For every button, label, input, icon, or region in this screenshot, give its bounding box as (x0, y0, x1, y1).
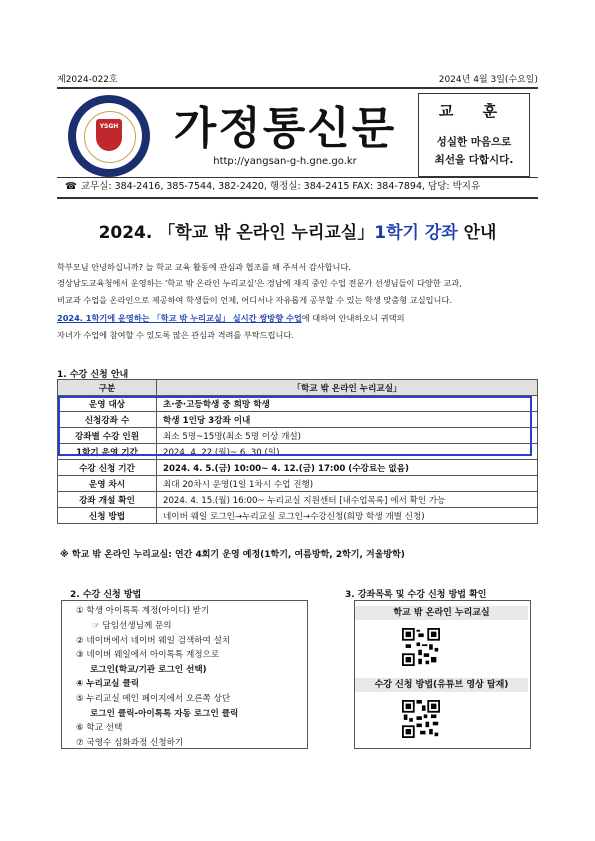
row-key: 강좌 개설 확인 (58, 492, 157, 508)
section3-title: 3. 강좌목록 및 수강 신청 방법 확인 (345, 590, 487, 600)
row-value: 2024. 4. 5.(금) 10:00~ 4. 12.(금) 17:00 (수강료는 없음) (157, 460, 538, 476)
intro-line-2: 경상남도교육청에서 운영하는 '학교 밖 온라인 누리교실'은 경남에 재직 중인 수업 전문가 선생님들이 다양한 교과, (57, 278, 462, 288)
intro-line-5: 자녀가 수업에 참여할 수 있도록 많은 관심과 격려를 부탁드립니다. (57, 330, 294, 340)
row-value: 네이버 웨일 로그인→누리교실 로그인→수강신청(희망 학생 개별 신청) (157, 508, 538, 524)
motto-line-1: 성실한 마음으로 (436, 136, 512, 148)
row-key: 1학기 운영 기간 (58, 444, 157, 460)
notice-title-highlight: 1학기 강좌 (374, 223, 458, 243)
highlight-frame (58, 396, 532, 456)
intro-line-3: 비교과 수업을 온라인으로 제공하여 학생들이 언제, 어디서나 자유롭게 공부할 수 있는 학생 맞춤형 교실입니다. (57, 295, 452, 305)
qr1-label: 학교 밖 온라인 누리교실 (355, 606, 528, 620)
notice-title-part1: 2024. 「학교 밖 온라인 누리교실」 (98, 223, 375, 243)
notice-title-part3: 안내 (457, 223, 497, 243)
table-row (58, 476, 538, 492)
table-row (58, 492, 538, 508)
list-item: ④ 누리교실 클릭 (76, 679, 140, 689)
section2-title: 2. 수강 신청 방법 (70, 590, 142, 600)
notice-title (57, 218, 538, 243)
intro-line-4-rest: 에 대하여 안내하오니 귀댁의 (301, 313, 405, 323)
list-item: 로그인(학교/기관 로그인 선택) (90, 665, 207, 675)
motto-line-2: 최선을 다합시다. (434, 154, 514, 166)
row-key: 수강 신청 기간 (58, 460, 157, 476)
school-url[interactable]: http://yangsan-g-h.gne.go.kr (213, 156, 357, 167)
document-number: 제2024-022호 (57, 75, 118, 85)
row-key: 운영 차시 (58, 476, 157, 492)
row-value: 학생 1인당 3강좌 이내 (157, 412, 538, 428)
school-logo (68, 95, 150, 177)
list-item: ⑤ 누리교실 메인 페이지에서 오른쪽 상단 (76, 694, 231, 704)
row-key: 강좌별 수강 인원 (58, 428, 157, 444)
section1-title: 1. 수강 신청 안내 (57, 370, 129, 380)
list-item: ② 네이버에서 네이버 웨일 검색하여 설치 (76, 636, 231, 646)
row-value: 2024. 4. 22.(월)~ 6. 30.(일) (157, 444, 538, 460)
list-item: ⑦ 국영수 심화과정 신청하기 (76, 738, 184, 748)
contact-bar (57, 177, 538, 196)
row-key: 운영 대상 (58, 396, 157, 412)
row-value: 2024. 4. 15.(월) 16:00~ 누리교실 지원센터 [내수업목록] 에서 확인 가능 (157, 492, 538, 508)
motto-title: 교 훈 (438, 102, 510, 120)
list-item: ③ 네이버 웨일에서 아이톡톡 계정으로 (76, 650, 220, 660)
qr2-label: 수강 신청 방법(유튜브 영상 탑재) (355, 678, 528, 692)
row-key: 신청강좌 수 (58, 412, 157, 428)
contact-text: 교무실: 384-2416, 385-7544, 382-2420, 행정실: 384-2415 FAX: 384-7894, 담당: 박지유 (80, 181, 481, 192)
intro-line-4 (57, 311, 538, 325)
page-title: 가정통신문 (173, 103, 397, 154)
row-key: 신청 방법 (58, 508, 157, 524)
intro-line-1: 학부모님 안녕하십니까? 늘 학교 교육 활동에 관심과 협조를 해 주셔서 감사합니다. (57, 262, 351, 272)
qr-code-nuri-icon[interactable] (402, 628, 440, 670)
list-item: 로그인 클릭-아이톡톡 자동 로그인 클릭 (90, 709, 239, 719)
table-header-key: 구분 (58, 380, 157, 396)
annual-schedule-note: ※ 학교 밖 온라인 누리교실: 연간 4회기 운영 예정(1학기, 여름방학, 2학기, 겨울방학) (60, 550, 405, 560)
intro-highlight: 2024. 1학기에 운영하는 「학교 밖 누리교실」 실시간 쌍방향 수업 (57, 313, 302, 323)
list-item: ① 학생 아이톡톡 계정(아이디) 받기 (76, 606, 210, 616)
qr-box (354, 600, 531, 749)
phone-icon: ☎ (65, 181, 77, 192)
row-value: 초·중·고등학생 중 희망 학생 (157, 396, 538, 412)
list-item: ⑥ 학교 선택 (76, 723, 123, 733)
logo-text: YSGH (99, 123, 119, 130)
table-row (58, 460, 538, 476)
table-row (58, 508, 538, 524)
row-value: 최대 20차시 운영(1일 1차시 수업 진행) (157, 476, 538, 492)
table-header-row (58, 380, 538, 396)
list-item: ☞ 담임선생님께 문의 (92, 621, 172, 631)
qr-code-youtube-icon[interactable] (402, 700, 440, 742)
row-value: 최소 5명~15명(최소 5명 이상 개설) (157, 428, 538, 444)
issue-date: 2024년 4월 3일(수요일) (438, 75, 538, 85)
table-header-value: 「학교 밖 온라인 누리교실」 (157, 380, 538, 396)
